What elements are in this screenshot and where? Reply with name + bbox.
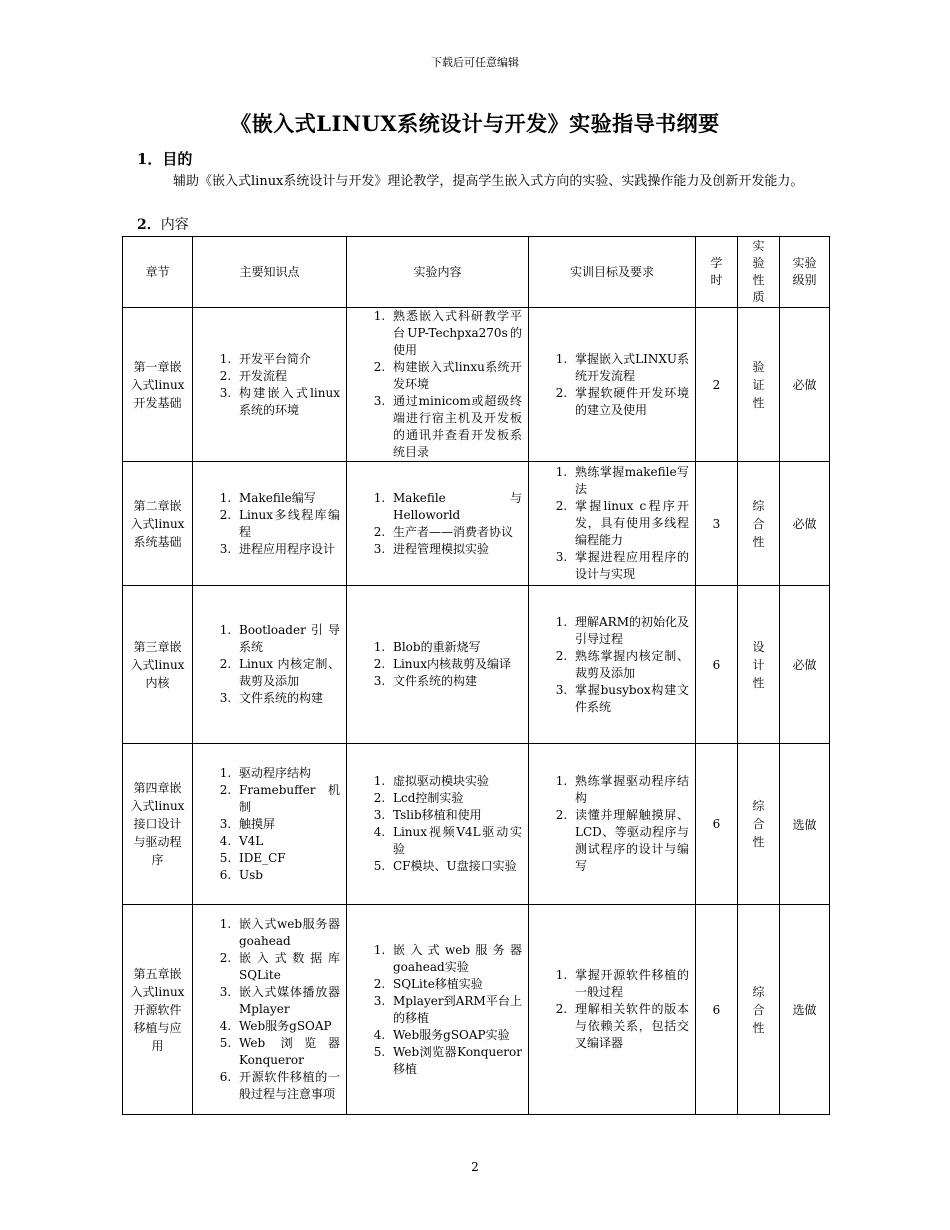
header-content: 实验内容 [347,237,529,308]
knowledge-cell [193,744,347,905]
list-item: 3. 进程管理模拟实验 [389,541,522,558]
level-cell: 必做 [780,462,830,586]
goals-cell [529,462,696,586]
document-title: 《嵌入式LINUX系统设计与开发》实验指导书纲要 [230,111,720,136]
nature-cell: 综合性 [738,744,780,905]
header-knowledge: 主要知识点 [193,237,347,308]
hours-cell: 2 [696,308,738,462]
content-cell [347,905,529,1115]
goals-cell [529,744,696,905]
course-outline-table [122,236,830,1115]
table-row [123,744,830,905]
goals-list [529,967,695,1052]
knowledge-list [193,916,346,1103]
knowledge-list [193,351,346,419]
list-item: 6. 开源软件移植的一般过程与注意事项 [235,1069,340,1103]
level-cell: 选做 [780,744,830,905]
list-item: 3. 嵌入式媒体播放器Mplayer [235,984,340,1018]
page-number: 2 [471,1160,479,1174]
header-note: 下载后可任意编辑 [431,56,519,69]
list-item: 3. 构建嵌入式linux系统的环境 [235,385,340,419]
goals-list [529,351,695,419]
list-item: 1. 嵌入式web服务器goahead实验 [389,942,522,976]
list-item: 1. Makefile编写 [235,490,340,507]
list-item: 3. 进程应用程序设计 [235,541,340,558]
header-chapter: 章节 [123,237,193,308]
section-2-number: 2． [137,217,161,233]
nature-cell: 综合性 [738,462,780,586]
list-item: 3. 掌握进程应用程序的设计与实现 [571,549,689,583]
header-nature: 实验性质 [738,237,780,308]
section-1-text: 辅助《嵌入式linux系统设计与开发》理论教学，提高学生嵌入式方向的实验、实践操作能力及创新开发能力。 [173,174,804,189]
table-row [123,586,830,744]
list-item: 2. 开发流程 [235,368,340,385]
content-cell [347,308,529,462]
list-item: 2. 理解相关软件的版本与依赖关系，包括交叉编译器 [571,1001,689,1052]
list-item: 5. CF模块、U盘接口实验 [389,858,522,875]
list-item: 2. 熟练掌握内核定制、裁剪及添加 [571,648,689,682]
list-item: 1. Blob的重新烧写 [389,639,522,656]
content-list [347,639,528,690]
content-cell [347,462,529,586]
list-item: 5. IDE_CF [235,850,340,867]
list-item: 2. SQLite移植实验 [389,976,522,993]
hours-cell: 6 [696,586,738,744]
list-item: 3. Tslib移植和使用 [389,807,522,824]
list-item: 1. 理解ARM的初始化及引导过程 [571,614,689,648]
list-item: 4. Web服务gSOAP实验 [389,1027,522,1044]
level-cell: 必做 [780,308,830,462]
nature-cell: 综合性 [738,905,780,1115]
list-item: 2. 构建嵌入式linxu系统开发环境 [389,359,522,393]
table-row [123,462,830,586]
chapter-cell: 第四章嵌入式linux接口设计与驱动程序 [123,744,193,905]
list-item: 1. 嵌入式web服务器goahead [235,916,340,950]
list-item: 1. 熟练掌握驱动程序结构 [571,773,689,807]
goals-list [529,464,695,583]
table-row [123,308,830,462]
knowledge-list [193,490,346,558]
chapter-cell: 第一章嵌入式linux开发基础 [123,308,193,462]
list-item: 3. 通过minicom或超级终端进行宿主机及开发板的通讯并查看开发板系统目录 [389,393,522,461]
level-cell: 选做 [780,905,830,1115]
knowledge-cell [193,905,347,1115]
list-item: 5. Web浏览器Konqueror移植 [389,1044,522,1078]
list-item: 2. 掌握软硬件开发环境的建立及使用 [571,385,689,419]
header-hours: 学时 [696,237,738,308]
list-item: 2. Linux内核裁剪及编译 [389,656,522,673]
list-item: 2. Lcd控制实验 [389,790,522,807]
list-item: 1. 虚拟驱动模块实验 [389,773,522,790]
section-2-heading [137,214,189,234]
content-cell [347,586,529,744]
goals-list [529,773,695,875]
content-list [347,773,528,875]
list-item: 1. 开发平台简介 [235,351,340,368]
list-item: 1. 熟悉嵌入式科研教学平台UP-Techpxa270s的使用 [389,308,522,359]
list-item: 3. 掌握busybox构建文件系统 [571,682,689,716]
list-item: 1. 掌握开源软件移植的一般过程 [571,967,689,1001]
list-item: 2. 读懂并理解触摸屏、LCD、等驱动程序与测试程序的设计与编写 [571,807,689,875]
goals-cell [529,586,696,744]
table-row [123,905,830,1115]
list-item: 2. 嵌入式数据库SQLite [235,950,340,984]
knowledge-cell [193,308,347,462]
list-item: 2. 掌握linux c程序开发，具有使用多线程编程能力 [571,498,689,549]
list-item: 1. Bootloader引导系统 [235,622,340,656]
list-item: 3. 文件系统的构建 [389,673,522,690]
knowledge-list [193,765,346,884]
list-item: 1. 驱动程序结构 [235,765,340,782]
content-list [347,490,528,558]
list-item: 4. V4L [235,833,340,850]
goals-list [529,614,695,716]
knowledge-list [193,622,346,707]
nature-cell: 设计性 [738,586,780,744]
goals-cell [529,308,696,462]
knowledge-cell [193,586,347,744]
list-item: 2. Linux 内核定制、裁剪及添加 [235,656,340,690]
content-list [347,308,528,461]
hours-cell: 3 [696,462,738,586]
list-item: 2. Framebuffer 机制 [235,782,340,816]
list-item: 2. 生产者——消费者协议 [389,524,522,541]
section-1-heading: 1．目的 [137,150,193,168]
list-item: 3. Mplayer到ARM平台上的移植 [389,993,522,1027]
chapter-cell: 第二章嵌入式linux系统基础 [123,462,193,586]
list-item: 1. 熟练掌握makefile写法 [571,464,689,498]
table-header-row [123,237,830,308]
list-item: 3. 触摸屏 [235,816,340,833]
section-2-label: 内容 [160,217,189,233]
list-item: 4. Web服务gSOAP [235,1018,340,1035]
header-level: 实验级别 [780,237,830,308]
chapter-cell: 第三章嵌入式linux内核 [123,586,193,744]
list-item: 1. 掌握嵌入式LINXU系统开发流程 [571,351,689,385]
list-item: 3. 文件系统的构建 [235,690,340,707]
hours-cell: 6 [696,905,738,1115]
content-cell [347,744,529,905]
goals-cell [529,905,696,1115]
list-item: 5. Web 浏览器Konqueror [235,1035,340,1069]
knowledge-cell [193,462,347,586]
list-item: 2. Linux多线程库编程 [235,507,340,541]
content-list [347,942,528,1078]
hours-cell: 6 [696,744,738,905]
chapter-cell: 第五章嵌入式linux开源软件移植与应用 [123,905,193,1115]
header-goals: 实训目标及要求 [529,237,696,308]
list-item: 1. Makefile与Helloworld [389,490,522,524]
level-cell: 必做 [780,586,830,744]
nature-cell: 验证性 [738,308,780,462]
list-item: 6. Usb [235,867,340,884]
list-item: 4. Linux视频V4L驱动实验 [389,824,522,858]
